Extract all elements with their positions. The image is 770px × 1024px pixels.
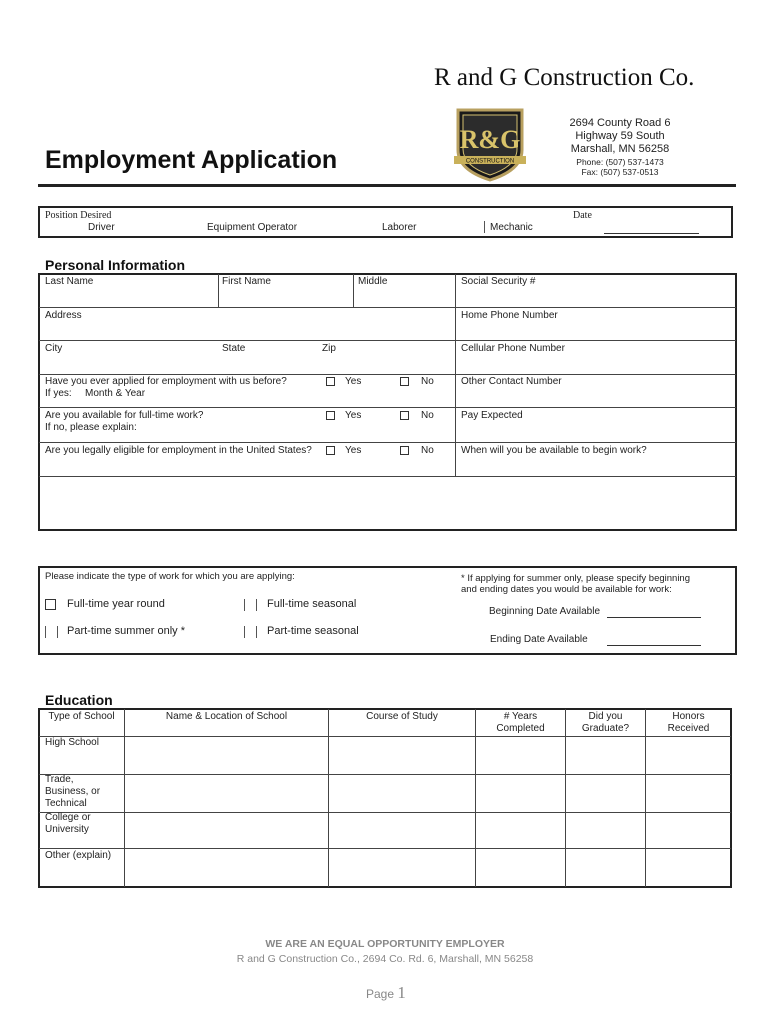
full-time-yes-checkbox[interactable] [326,411,335,420]
page-title: Employment Application [45,146,338,174]
company-name: R and G Construction Co. [434,64,695,91]
eligible-yes-checkbox[interactable] [326,446,335,455]
col-honors: Honors [672,711,705,722]
address-label: Address [45,310,82,321]
when-available-label: When will you be available to begin work? [461,445,647,456]
col-did-you: Did you [588,711,623,722]
part-time-summer-checkbox[interactable] [57,626,58,638]
position-label: Position Desired [45,210,112,221]
full-time-yes-label: Yes [345,410,362,421]
personal-box [38,273,737,531]
work-type-prompt: Please indicate the type of work for which you are applying: [45,571,295,582]
pay-expected-label: Pay Expected [461,410,523,421]
city-label: City [45,343,63,354]
full-time-seasonal-checkbox[interactable] [256,599,257,611]
eligible-label: Are you legally eligible for employment in the United States? [45,445,312,456]
part-time-seasonal-checkbox[interactable] [256,626,257,638]
home-phone-label: Home Phone Number [461,310,558,321]
part-time-seasonal-label: Part-time seasonal [267,625,359,637]
zip-label: Zip [322,343,336,354]
row-high-school: High School [45,737,99,748]
eligible-no-checkbox[interactable] [400,446,409,455]
address-line3: Marshall, MN 56258 [570,143,670,155]
mechanic-checkbox[interactable] [484,221,485,233]
beginning-date-label: Beginning Date Available [489,606,601,617]
row-university: University [45,824,89,835]
cell-phone-label: Cellular Phone Number [461,343,565,354]
address-line2: Highway 59 South [575,130,665,142]
eligible-yes-label: Yes [345,445,362,456]
row-technical: Technical [45,798,87,809]
first-name-label: First Name [222,276,271,287]
row-college: College or [45,812,91,823]
month-year-label: Month & Year [85,388,146,399]
position-equipment-operator[interactable]: Equipment Operator [207,222,298,233]
ending-date-field[interactable] [607,645,701,646]
applied-no-label: No [421,376,434,387]
fax: Fax: (507) 537-0513 [581,167,659,177]
address-line1: 2694 County Road 6 [569,117,671,129]
applied-yes-checkbox[interactable] [326,377,335,386]
other-contact-label: Other Contact Number [461,376,562,387]
footer-address: R and G Construction Co., 2694 Co. Rd. 6, Marshall, MN 56258 [236,953,534,965]
position-driver[interactable]: Driver [88,222,115,233]
full-time-seasonal-label: Full-time seasonal [267,598,357,610]
col-received: Received [667,723,710,734]
row-trade: Trade, [45,774,74,785]
education-heading: Education [45,692,113,708]
row-other: Other (explain) [45,850,112,861]
position-mechanic[interactable]: Mechanic [490,222,533,233]
personal-heading: Personal Information [45,257,186,273]
applied-no-checkbox[interactable] [400,377,409,386]
page-label: Page [366,987,395,1001]
position-laborer[interactable]: Laborer [382,222,417,233]
summer-note-line2: and ending dates you would be available for work: [461,584,672,595]
summer-note-line1: * If applying for summer only, please specify beginning [461,573,691,584]
phone: Phone: (507) 537-1473 [576,157,664,167]
col-years: # Years [503,711,538,722]
if-no-label: If no, please explain: [45,422,137,433]
row-business: Business, or [45,786,101,797]
applied-yes-label: Yes [345,376,362,387]
applied-before-label: Have you ever applied for employment with us before? [45,376,287,387]
col-course-of-study: Course of Study [366,711,438,722]
page-indicator [366,983,406,1003]
company-logo [454,106,526,182]
page-number: 1 [397,983,406,1002]
full-time-year-label: Full-time year round [67,598,165,610]
logo-banner: CONSTRUCTION [465,158,515,165]
full-time-label: Are you available for full-time work? [45,410,204,421]
date-field[interactable] [604,233,699,234]
col-type-of-school: Type of School [48,711,115,722]
education-table [38,708,732,888]
logo-monogram: R&G [459,125,521,154]
ending-date-label: Ending Date Available [490,634,588,645]
full-time-no-label: No [421,410,434,421]
if-yes-label: If yes: [45,388,72,399]
state-label: State [222,343,246,354]
title-rule [38,184,736,187]
part-time-summer-label: Part-time summer only * [67,625,185,637]
col-name-location: Name & Location of School [165,711,288,722]
last-name-label: Last Name [45,276,94,287]
full-time-no-checkbox[interactable] [400,411,409,420]
middle-label: Middle [358,276,388,287]
eeo-statement: WE ARE AN EQUAL OPPORTUNITY EMPLOYER [265,938,505,950]
date-label: Date [573,210,592,221]
eligible-no-label: No [421,445,434,456]
ssn-label: Social Security # [461,276,536,287]
col-completed: Completed [496,723,545,734]
beginning-date-field[interactable] [607,617,701,618]
col-graduate: Graduate? [581,723,630,734]
full-time-year-checkbox[interactable] [45,599,56,610]
